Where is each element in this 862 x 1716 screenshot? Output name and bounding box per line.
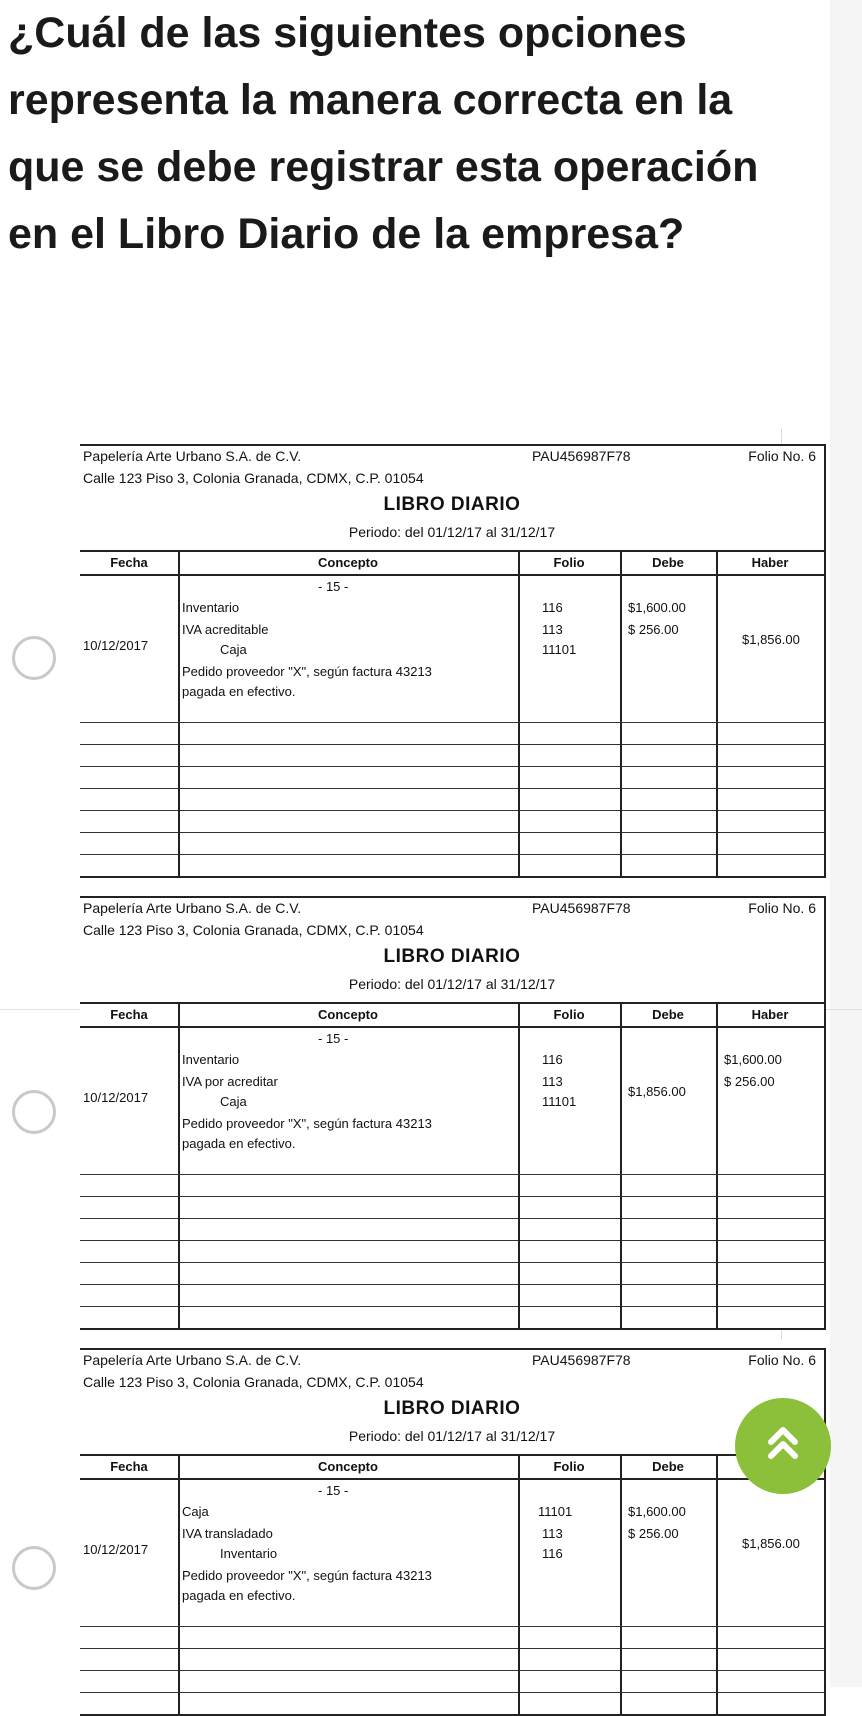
table-row bbox=[80, 1197, 824, 1219]
concept-line: Caja bbox=[182, 1504, 209, 1519]
concept-line: Caja bbox=[220, 642, 247, 657]
radio-button[interactable] bbox=[12, 636, 56, 680]
table-header bbox=[80, 1004, 824, 1028]
entry-number: - 15 - bbox=[318, 1031, 349, 1046]
debe-amount: $1,600.00 bbox=[628, 1504, 686, 1519]
haber-amount: $1,856.00 bbox=[742, 632, 800, 647]
column-header-debe: Debe bbox=[652, 1007, 684, 1022]
table-row bbox=[80, 723, 824, 745]
journal-entry bbox=[80, 576, 824, 723]
company-address: Calle 123 Piso 3, Colonia Granada, CDMX, C.P. 01054 bbox=[83, 1374, 424, 1390]
company-address: Calle 123 Piso 3, Colonia Granada, CDMX, C.P. 01054 bbox=[83, 922, 424, 938]
radio-button[interactable] bbox=[12, 1090, 56, 1134]
column-header-debe: Debe bbox=[652, 1459, 684, 1474]
period: Periodo: del 01/12/17 al 31/12/17 bbox=[348, 524, 556, 540]
company-name: Papelería Arte Urbano S.A. de C.V. bbox=[83, 1352, 302, 1368]
table-row bbox=[80, 855, 824, 876]
table-row bbox=[80, 1263, 824, 1285]
column-header-fecha: Fecha bbox=[110, 555, 148, 570]
sheet-title: LIBRO DIARIO bbox=[383, 494, 521, 515]
column-header-concepto: Concepto bbox=[318, 1459, 378, 1474]
debe-amount: $1,856.00 bbox=[628, 1084, 686, 1099]
column-header-debe: Debe bbox=[652, 555, 684, 570]
sheet-header bbox=[80, 446, 824, 550]
folio-code: 113 bbox=[542, 1526, 563, 1541]
folio-code: 116 bbox=[542, 1546, 563, 1561]
period: Periodo: del 01/12/17 al 31/12/17 bbox=[348, 1428, 556, 1444]
company-name: Papelería Arte Urbano S.A. de C.V. bbox=[83, 900, 302, 916]
concept-line: pagada en efectivo. bbox=[182, 684, 296, 699]
debe-amount: $1,600.00 bbox=[628, 600, 686, 615]
column-header-folio: Folio bbox=[553, 555, 585, 570]
table-row bbox=[80, 811, 824, 833]
rfc: PAU456987F78 bbox=[532, 900, 631, 916]
folio-number: Folio No. 6 bbox=[748, 900, 816, 916]
journal-entry bbox=[80, 1028, 824, 1175]
folio-number: Folio No. 6 bbox=[748, 1352, 816, 1368]
radio-button[interactable] bbox=[12, 1546, 56, 1590]
table-row bbox=[80, 1693, 824, 1714]
concept-line: Inventario bbox=[182, 600, 240, 615]
sheet-header bbox=[80, 898, 824, 1002]
concept-line: IVA acreditable bbox=[182, 622, 269, 637]
company-name: Papelería Arte Urbano S.A. de C.V. bbox=[83, 448, 302, 464]
journal-sheet bbox=[80, 444, 826, 878]
table-row bbox=[80, 767, 824, 789]
folio-code: 113 bbox=[542, 1074, 563, 1089]
journal-table bbox=[80, 1454, 824, 1716]
concept-line: pagada en efectivo. bbox=[182, 1136, 296, 1151]
folio-code: 116 bbox=[542, 1052, 563, 1067]
concept-line: Pedido proveedor "X", según factura 43213 bbox=[182, 1116, 432, 1131]
column-header-haber: Haber bbox=[751, 555, 789, 570]
table-row bbox=[80, 1627, 824, 1649]
concept-line: Pedido proveedor "X", según factura 43213 bbox=[182, 664, 432, 679]
journal-table bbox=[80, 550, 824, 878]
concept-line: pagada en efectivo. bbox=[182, 1588, 296, 1603]
table-row bbox=[80, 1285, 824, 1307]
folio-code: 11101 bbox=[542, 642, 577, 657]
right-gutter bbox=[830, 0, 862, 1687]
company-address: Calle 123 Piso 3, Colonia Granada, CDMX, C.P. 01054 bbox=[83, 470, 424, 486]
question-text: ¿Cuál de las siguientes opciones representa la manera correcta en la que se debe registrar esta operación en el Libro Diario de la empresa? bbox=[8, 9, 759, 258]
journal-entry bbox=[80, 1480, 824, 1627]
table-row bbox=[80, 1671, 824, 1693]
haber-amount: $1,600.00 bbox=[724, 1052, 782, 1067]
entry-number: - 15 - bbox=[318, 579, 349, 594]
double-chevron-up-icon bbox=[761, 1420, 805, 1472]
table-row bbox=[80, 833, 824, 855]
sheet-header bbox=[80, 1350, 824, 1454]
table-row bbox=[80, 1649, 824, 1671]
table-header bbox=[80, 1456, 824, 1480]
column-header-concepto: Concepto bbox=[318, 555, 378, 570]
column-header-concepto: Concepto bbox=[318, 1007, 378, 1022]
concept-line: Caja bbox=[220, 1094, 247, 1109]
table-row bbox=[80, 1307, 824, 1328]
entry-date: 10/12/2017 bbox=[83, 638, 149, 653]
table-row bbox=[80, 789, 824, 811]
concept-line: IVA por acreditar bbox=[182, 1074, 278, 1089]
debe-amount: $ 256.00 bbox=[628, 622, 679, 637]
journal-sheet bbox=[80, 896, 826, 1330]
rfc: PAU456987F78 bbox=[532, 1352, 631, 1368]
folio-code: 116 bbox=[542, 600, 563, 615]
table-row bbox=[80, 745, 824, 767]
folio-code: 113 bbox=[542, 622, 563, 637]
haber-amount: $ 256.00 bbox=[724, 1074, 775, 1089]
column-header-haber: Haber bbox=[751, 1007, 789, 1022]
concept-line: Inventario bbox=[220, 1546, 278, 1561]
table-row bbox=[80, 1241, 824, 1263]
entry-date: 10/12/2017 bbox=[83, 1090, 149, 1105]
column-header-folio: Folio bbox=[553, 1007, 585, 1022]
entry-date: 10/12/2017 bbox=[83, 1542, 149, 1557]
table-row bbox=[80, 1219, 824, 1241]
period: Periodo: del 01/12/17 al 31/12/17 bbox=[348, 976, 556, 992]
column-header-folio: Folio bbox=[553, 1459, 585, 1474]
sheet-title: LIBRO DIARIO bbox=[383, 1398, 521, 1419]
concept-line: Inventario bbox=[182, 1052, 240, 1067]
table-header bbox=[80, 552, 824, 576]
folio-code: 11101 bbox=[542, 1094, 577, 1109]
folio-number: Folio No. 6 bbox=[748, 448, 816, 464]
debe-amount: $ 256.00 bbox=[628, 1526, 679, 1541]
entry-number: - 15 - bbox=[318, 1483, 349, 1498]
folio-code: 11101 bbox=[538, 1504, 573, 1519]
concept-line: IVA transladado bbox=[182, 1526, 273, 1541]
journal-table bbox=[80, 1002, 824, 1330]
sheet-title: LIBRO DIARIO bbox=[383, 946, 521, 967]
journal-sheet bbox=[80, 1348, 826, 1716]
concept-line: Pedido proveedor "X", según factura 43213 bbox=[182, 1568, 432, 1583]
column-header-fecha: Fecha bbox=[110, 1007, 148, 1022]
table-row bbox=[80, 1175, 824, 1197]
scroll-to-top-button[interactable] bbox=[735, 1398, 831, 1494]
rfc: PAU456987F78 bbox=[532, 448, 631, 464]
column-header-fecha: Fecha bbox=[110, 1459, 148, 1474]
haber-amount: $1,856.00 bbox=[742, 1536, 800, 1551]
